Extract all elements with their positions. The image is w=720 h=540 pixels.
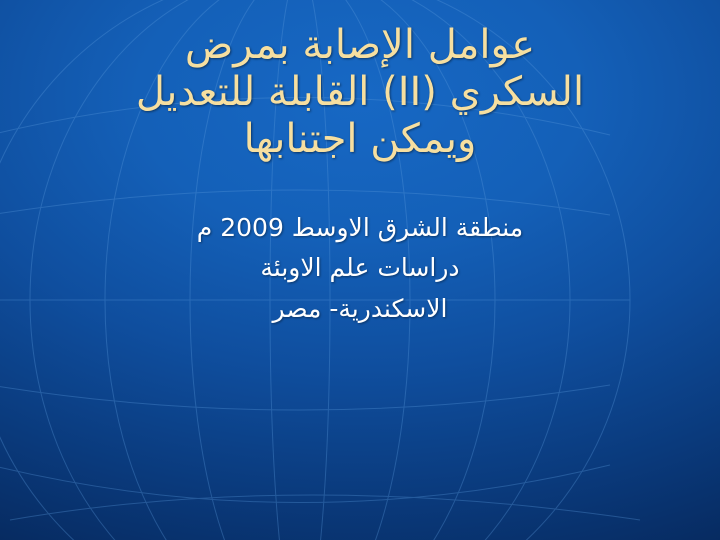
slide-subtitle bbox=[34, 208, 686, 330]
slide-title bbox=[34, 22, 686, 164]
slide-subtitle-line-3: الاسكندرية- مصر bbox=[272, 293, 448, 323]
slide-title-line-3: ويمكن اجتنابها bbox=[243, 116, 477, 163]
slide-subtitle-line-2: دراسات علم الاوبئة bbox=[260, 253, 460, 283]
slide-title-line-2: السكري (II) القابلة للتعديل bbox=[135, 69, 585, 116]
slide-title-line-1: عوامل الإصابة بمرض bbox=[184, 22, 536, 68]
slide-subtitle-line-1: منطقة الشرق الاوسط 2009 م bbox=[196, 212, 524, 242]
